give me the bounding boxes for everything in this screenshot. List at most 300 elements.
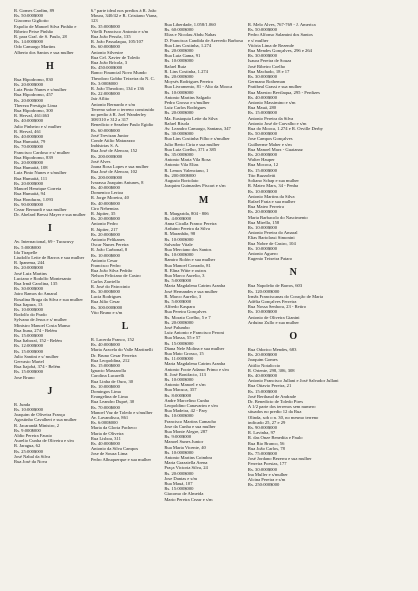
directory-entry: Rua Luiz Gama, 91 (164, 53, 201, 59)
directory-entry: Rs. 11:000$000 (164, 356, 194, 362)
directory-entry: Rua Hipodromo, 457 (14, 92, 53, 98)
directory-entry: Rs. 10:000$000 (164, 377, 194, 382)
directory-entry: Rs. 40:000$000 (90, 342, 120, 348)
column-4 (248, 8, 339, 587)
directory-entry: Rs. 15:000$000 (14, 348, 44, 354)
directory-entry: Rs. 10:000$000 (164, 89, 194, 95)
directory-entry: Walter Hauper (247, 157, 275, 163)
directory-entry: Domingos Lima (90, 389, 121, 395)
directory-entry: Rua Humaitá, 108 (14, 165, 48, 171)
directory-entry: Rua Mauá, 280 (247, 105, 277, 111)
directory-entry: Rua Ottavio Pereira, 21 (247, 383, 292, 389)
directory-entry: Rs. 8:000$000 (164, 392, 192, 398)
directory-entry: Pedro Grosso e s/mulher (164, 100, 210, 106)
directory-entry: Thereza Prestigio Lima (14, 102, 58, 108)
directory-entry: R. João Theodoro, 134 e 136 (90, 86, 144, 92)
directory-entry: R. José Bonifacio, 113 (164, 371, 206, 377)
directory-entry: Pedro Albuquerque e sua mulher (90, 456, 152, 462)
directory-entry: Ribeiro Peixe Pinhão (14, 28, 54, 34)
directory-entry: Oscar Nunes Pereira (90, 242, 129, 248)
directory-entry: Rs. 10:000$000 (14, 306, 44, 312)
directory-entry: Rua João Pessôa, 135 (90, 34, 131, 40)
directory-entry: Luciano e Rodolfo Montesanto (14, 275, 72, 281)
directory-entry: Rs. 20:000$000 (90, 231, 120, 237)
directory-entry: Rua Manoel Conrado, 81 (164, 262, 211, 268)
directory-entry: Rs. 9:000$000 (14, 427, 41, 433)
directory-entry: Rua Madeira, 42 - Pary (164, 408, 208, 414)
directory-entry: Antonio Massimino e s/m (247, 100, 296, 106)
directory-entry: D. Francisca Candida de Azevedo Barbosa (164, 37, 243, 43)
directory-entry: R. Jaragua, 62 (14, 443, 41, 449)
directory-entry: Rs. 200:000$000 (90, 153, 123, 159)
directory-entry: Rs. 20:000$000 (164, 74, 194, 80)
directory-entry: Rua Merciano dos Santos (164, 246, 212, 252)
directory-entry: Rs. 50:000$000 (247, 131, 278, 137)
directory-entry: Rs. 20:000$000 (164, 110, 194, 116)
directory-entry: Rs. 20:000$000 (14, 180, 44, 186)
directory-entry: Rs. 35:000$000 (164, 152, 194, 158)
directory-entry: Terreno sobre o terreno construido (90, 106, 155, 112)
directory-entry: Joaquim Gomes (247, 357, 278, 363)
directory-entry: Maria Magdalena Catrim Aranha (164, 283, 226, 289)
directory-entry: Rs. 20:000$000 (14, 97, 44, 103)
directory-entry: R. Lins Costinha, 1.274 (164, 68, 208, 74)
directory-entry: Rafael Ruiz (164, 63, 187, 69)
directory-entry: Alfredo Kaspara (164, 304, 195, 310)
directory-entry: Theodoro Gobbo Teixeira da N. C. (90, 75, 155, 81)
directory-entry: Antonio Bernardo e s/m (90, 101, 136, 107)
column-3 (164, 8, 243, 587)
directory-entry: Rs. 15:000$000 (14, 332, 44, 338)
section-letter: N (289, 267, 297, 279)
directory-entry: Arduino Zullo e sua mulher (247, 319, 299, 325)
directory-entry: Antonio José de Carvalho e s/m (247, 120, 307, 126)
directory-entry: Jairo Ramos do Amaral (14, 291, 58, 297)
directory-entry: Rs. 5:000$000 (14, 244, 41, 250)
directory-entry: R. Júpiter, 217 (90, 226, 118, 232)
directory-entry: Rs. 250:000$000 (247, 482, 280, 488)
directory-entry: Antonio Vila Elias (164, 162, 199, 168)
directory-entry: Rua Leandro Dupré, 30 (90, 399, 135, 405)
directory-entry: Dr. Benedicto de Toledo Pires (247, 399, 303, 404)
directory-entry: Rs. 20:000$000 (164, 48, 194, 54)
directory-entry: Rs. 20:000$000 (164, 319, 194, 325)
directory-entry: Manoel Sunes Junior (164, 439, 204, 445)
section-letter: J (47, 385, 53, 397)
directory-entry: Rs. 40:000$000 (90, 184, 120, 190)
directory-entry: Luiz Pinto Nunes e s/mulher (14, 87, 67, 93)
directory-entry: R. Margarida, 804 - 806 (164, 210, 209, 216)
directory-entry: Attilio Notaliccio (247, 362, 281, 368)
directory-entry: Jose Bruno (14, 374, 35, 380)
directory-entry: Rua Marco Aurelio, 3 (164, 272, 205, 278)
directory-entry: Rs. 10:000$000 (164, 58, 194, 64)
directory-entry: Rs. 450:000$000 (90, 65, 123, 71)
directory-entry: Rs. 14:000$000 (14, 39, 44, 45)
directory-entry: Antonio da Silva Campos (90, 446, 139, 452)
directory-entry: Rs. 40:000$000 (90, 441, 120, 447)
directory-entry: Rua Mato Grosso, 15 (164, 350, 204, 356)
directory-entry: R. para Graf. de S. Paulo, 28 (14, 34, 67, 40)
directory-entry: R. João Passalaqua, 105/107 (90, 39, 144, 45)
directory-entry: Germano Rotheman (247, 79, 286, 85)
directory-entry: Rua Maria Vicente, 40 (164, 444, 206, 450)
directory-entry: R. Júpiter, 35 (90, 210, 116, 216)
directory-entry: R. Oriente, 298, 306, 308 (247, 367, 295, 373)
directory-entry: R. Junda (14, 401, 31, 407)
directory-entry: Luiz Pinto Nunes e s/mulher (14, 170, 67, 176)
directory-entry: R. Lemos Valenciano, 1 (164, 167, 209, 173)
directory-entry: Rua Nobre de Castro, 104 (247, 240, 296, 246)
directory-entry: Rua Lins Costinha, 1.274 (164, 42, 212, 48)
directory-entry: Rs. 20:000$000 (247, 352, 278, 358)
directory-entry: Julio Santini e s/ mulher (14, 353, 59, 359)
directory-entry: Maria Barbacolo do Nascimento (247, 214, 308, 220)
directory-entry: Adélia Gonçalves Ferreira (247, 298, 297, 304)
directory-entry: indicado 25, 27 e 29 (247, 419, 286, 425)
directory-entry: Rs. 70:000$000 (14, 144, 44, 150)
directory-entry: Ministro Manoel Costa Manso (14, 322, 71, 328)
directory-entry: Espolio de Manoel Silva Pinhão e (14, 23, 77, 29)
directory-entry: Liudolfo Leite de Barros e sua mulher (14, 254, 85, 260)
directory-entry: Dr. Abelard Bressi Mayer e sua mulher (14, 212, 86, 218)
directory-entry: Rs. 30:000$000 (247, 53, 278, 59)
directory-entry: Lucia Rodrigues (90, 294, 122, 300)
directory-entry: Rs. 120:000$000 (247, 288, 280, 294)
directory-entry: R. Melo Alves, 767-769 - J. America (247, 22, 316, 27)
directory-entry: Rs. 10:000$000 (90, 383, 120, 389)
directory-entry: e s/ mulher (247, 37, 269, 43)
directory-entry: Ivarassa Joaquim Antunes, 8 (90, 179, 144, 185)
directory-entry: 123 (90, 18, 98, 24)
directory-entry: Leopoldino Canavarim e s/m (164, 403, 218, 409)
directory-entry: Antonio Aguero (247, 250, 278, 256)
directory-entry: José Luiz Martins (14, 270, 47, 276)
directory-entry: Rua João Silva Pedrão (90, 268, 133, 274)
directory-entry: Ramiro Rolón e sua mulher (164, 257, 216, 263)
directory-entry: Rs. 10:000$000 (247, 188, 278, 194)
directory-entry: Rua Livramento, 81 - Alto da Mooca (164, 84, 233, 90)
directory-entry: Rs. 10:000$000 (164, 236, 194, 242)
directory-entry: R. Ipanema, 244 (14, 260, 45, 266)
directory-entry: Joana Rosa Lopes e sua mulher (90, 164, 149, 170)
directory-entry: Antonio Manoel e s/m (164, 382, 206, 388)
column-1 (14, 8, 86, 587)
directory-entry: Rua Leopoldina, 212 (90, 357, 130, 363)
directory-entry: R. João Carbonal, 8 (90, 247, 128, 253)
directory-entry: 308/310 e 312 a 317 (90, 117, 129, 123)
directory-entry: Rua José da Nova (14, 459, 48, 465)
directory-entry: A 1/2 parte dos terrenos sem numero (247, 404, 316, 410)
directory-entry: Ina Muller e s/mulher (247, 471, 288, 477)
directory-entry: Moysés Rodrigues Pereira (164, 79, 213, 85)
directory-entry: José Trevizan Junior (90, 132, 129, 138)
directory-entry: Rs. 15:000$000 (247, 167, 278, 173)
directory-entry: Antonio Silvestre (90, 49, 124, 55)
column-2 (91, 8, 160, 587)
directory-entry: Odo Camargo Martins (14, 44, 56, 50)
directory-entry: Joaquim de Oliveira França (14, 412, 65, 418)
directory-entry: R. Jorge Moreira, 40 (90, 195, 129, 201)
directory-entry: Jose Dantas e s/m (164, 475, 198, 481)
directory-entry: Rua Manoel Marx - Guaianaz (247, 146, 303, 152)
section-letter: I (47, 223, 52, 235)
directory-entry: Antonio de Oliveira Gianini (247, 314, 300, 320)
directory-entry: Jose da Cunha e sua mulher (164, 423, 216, 429)
directory-entry: Rua Humaitá, 79 (14, 139, 46, 145)
directory-entry: Agostinho Cavalheri e sua mulher (14, 417, 77, 423)
directory-entry: Antonio Martins Coimbra (164, 455, 213, 461)
directory-entry: Rs. 5:000$000 (164, 278, 192, 284)
directory-entry: Rs. 20:000$000 (14, 160, 44, 166)
directory-entry: Rua Humaitá, 94 (14, 191, 46, 197)
directory-entry: Aurelio Cunha de Oliveira e s/m (14, 438, 74, 444)
directory-entry: Augusto Bortolato (164, 178, 199, 184)
directory-entry: situados no predio 12 da Rua (247, 409, 302, 415)
directory-entry: Rs. 15:000$000 (247, 388, 278, 394)
directory-entry: Arduino Pereira da Silva (164, 226, 210, 232)
directory-entry: Rs. Morato Coelho, 5 e 7 (164, 314, 211, 320)
directory-entry: Maria de Oliveira (90, 430, 124, 436)
directory-entry: Diana Nele Molina e sua mulher (164, 345, 225, 351)
directory-entry: Rs. 3:000$000 (90, 80, 118, 86)
directory-entry: Antonio Maria Vila Rosa (164, 157, 211, 163)
directory-entry: Rs. 6:000$000 (90, 420, 118, 426)
directory-entry: Eugenio Teixeira Pataro (247, 256, 293, 262)
directory-entry: R. Lavinha, 97 (247, 430, 276, 436)
directory-entry: Rs. 10:000$000 (14, 407, 44, 412)
directory-entry: Rs. 10:000$000 (247, 245, 278, 251)
directory-entry: Rs. 90:000$000 (247, 425, 278, 431)
directory-entry: Rua João Carlos, 78 (247, 445, 285, 451)
directory-entry: Rs. 60:000$000 (90, 44, 120, 50)
directory-entry: José Berthaud de Andrade (247, 393, 296, 399)
directory-entry: Rua Mirella, 158 (247, 219, 280, 225)
directory-entry: Giacomo Gigliotto (14, 18, 49, 24)
directory-entry: Rs. 10:000$000 (164, 413, 194, 419)
directory-entry: Rs. 20:000$000 (90, 216, 120, 222)
directory-entry: Rs. 20:000$000 (247, 209, 278, 215)
directory-entry: Antonio Foote Adamo Primo e s/m (164, 366, 229, 372)
directory-entry: Ferreira Poesias, 177 (247, 461, 287, 467)
directory-entry: Rua Cel. Xavier de Toledo (90, 54, 140, 60)
directory-entry: Ma. Eustaquia Leite da Silva (164, 115, 218, 121)
directory-entry: Francisco Martins Camacho (164, 418, 217, 424)
section-letter: H (46, 60, 54, 72)
directory-entry: Rs. 20:000$000 (14, 265, 44, 271)
directory-entry: Rafael Risola (164, 120, 190, 126)
directory-entry: Antonio Francisco Jullani e José Salvador Jullani (247, 378, 339, 384)
directory-entry: Elias e Nicolau Abdu Nahas (164, 32, 217, 38)
directory-entry: Rua Linha de Ouro, 30 (90, 378, 134, 384)
directory-entry: Gervasio Martel (14, 358, 44, 364)
directory-entry: Rua Maestro Bevilaqua, 295 - Perdizes (247, 89, 320, 95)
directory-entry: Rs. 10:000$000 (247, 309, 278, 315)
directory-entry: Rua Rio Branco, 56 (247, 440, 285, 446)
directory-entry: José Jordano Bezerra e sua mulher (247, 456, 312, 462)
directory-entry: Rs. 40:000$000 (247, 372, 278, 378)
directory-entry: Anna Cicalla Franco Pereira (164, 220, 217, 226)
directory-entry: Rua Macuca, 357 (164, 387, 197, 393)
directory-entry: R. Jacarandá Ministro, 2 (14, 422, 60, 428)
directory-entry: Rua João Brícola, 3 (90, 60, 128, 66)
directory-entry: R. Herval, 461 (14, 128, 42, 134)
directory-entry: Rs. 20:000$000 (247, 152, 278, 158)
directory-entry: Rs. 30:000$000 (247, 74, 278, 80)
directory-entry: Rs. 25:000$000 (14, 448, 44, 454)
directory-entry: Antonio Pereira do Amaral (247, 230, 298, 236)
directory-entry: Rs. 30:000$000 (14, 286, 44, 292)
directory-entry: Rs. 30:000$000 (247, 466, 278, 472)
directory-entry: R. das Onze Benedita e Paulo (247, 435, 303, 441)
directory-entry: Dr. Bruno Cesar Ferreira (90, 352, 137, 358)
directory-entry: Av. Internacional, 69 - Tucuruvy (14, 239, 74, 245)
directory-entry: Tito Buzzoletti (247, 172, 276, 178)
directory-entry: Aldio Pereira Fausto (14, 433, 53, 439)
directory-entry: Vitória Lima de Rezende (247, 42, 294, 48)
directory-entry: Rua Luiz Coelho, 371 a 385 (164, 146, 217, 152)
directory-entry: Rs. 9:000$000 (164, 434, 192, 440)
directory-entry: Luiz Antonio e Francisco Peroni (164, 330, 225, 336)
directory-entry: Rs. 20:000$000 (164, 470, 194, 476)
directory-entry: R. José do Patrocinio (90, 283, 130, 289)
directory-entry: Evangelina de Lima (90, 394, 128, 400)
directory-entry: R. Elina Witte e outros (164, 267, 207, 273)
directory-entry: Mario Pereira Cezar e s/m (164, 496, 213, 502)
directory-entry: Vitelli Francisco Antonio e s/m (90, 28, 149, 34)
directory-entry: Rua Lisboa, 311 (90, 435, 121, 441)
directory-entry: Manoel Henrique Correia (14, 186, 62, 192)
directory-entry: Jair Aflito (90, 96, 110, 102)
section-letter: O (289, 330, 298, 342)
directory-entry: 6.º parte ideal nos predios à R. João (90, 8, 157, 13)
directory-entry: Antonio Martins da Silva (247, 193, 295, 199)
directory-entry: Rua Nossa Senhora, 23 - Retiro (247, 304, 307, 310)
directory-entry: Rs. 40:000$000 (247, 94, 278, 100)
directory-entry: Rs. 10:000$000 (90, 252, 120, 258)
directory-entry: Francisco Cardoso e s/ mulher (14, 149, 70, 155)
directory-entry: R. Maranhão, 98 (164, 231, 196, 237)
directory-entry: Rua Lins Costinha Filho e s/mulher (164, 136, 230, 142)
directory-entry: José Alves (90, 158, 111, 164)
directory-entry: R. Gomes Cardim, 89 (14, 8, 55, 13)
directory-entry: Rs. 15:000$000 (247, 110, 278, 116)
directory-entry: Rs. 50:000$000 (14, 13, 44, 19)
directory-entry: Antonio Pedro (90, 221, 118, 227)
directory-entry: Maria Grazziella Arena (164, 460, 208, 466)
section-letter: L (121, 320, 129, 332)
directory-entry: Rua do Mooca, 1.274 e R. Orville Derby (247, 126, 323, 132)
directory-entry: Rs. 12:000$000 (14, 343, 44, 349)
directory-entry: Rs. 10:000$000 (247, 224, 278, 230)
directory-entry: Irmãs Franciscanas do Coração de Maria (247, 293, 324, 299)
directory-entry: Rua Itapura, 13 (14, 301, 43, 307)
directory-entry: Luiz Carlos Rodrigues (164, 105, 206, 111)
directory-entry: Rs. 40:000$000 (90, 200, 120, 206)
directory-entry: Jose Campos Gonçalves (247, 136, 293, 142)
directory-entry: José Palumbo (164, 324, 190, 330)
directory-entry: Manoel Vaz de Toledo e s/mulher (90, 409, 153, 415)
directory-entry: Maria Aracela do Valle Martinelli (90, 347, 153, 353)
directory-entry: Rua José de Alencar, 152 (90, 148, 138, 154)
directory-entry: Rosalina Braga da Silva e sua mulher (14, 296, 83, 302)
directory-entry: Ida Tirapelle (14, 249, 38, 255)
directory-entry: Rs. 60:000$000 (164, 27, 194, 33)
directory-entry: Rua Massa, 55 e 57 (164, 335, 201, 341)
directory-entry: R. Herval, 461/463 (14, 113, 50, 119)
directory-entry: Av. Lavandisca, 861 (90, 415, 129, 421)
directory-entry: Moura, 340/42 e R. Cristiano Viana, (90, 13, 158, 19)
directory-entry: Alcina Pereira e s/m (247, 477, 286, 483)
directory-entry: Alberto dos Santos e sua mulher (14, 49, 74, 55)
directory-entry: Rua Napoleão de Barros, 603 (247, 283, 303, 289)
directory-entry: Rua Irmã Carolina, 135 (14, 280, 58, 286)
directory-entry: José Ribeiro Coelho (247, 63, 286, 69)
directory-entry: Rs. 15:000$000 (14, 369, 44, 375)
directory-entry: Indústrias S. A. (90, 143, 120, 149)
directory-entry: Rs. 50:000$000 (247, 27, 278, 33)
directory-entry: Conde Atilio Matarazzo (90, 138, 135, 144)
directory-entry: Domenico Lerioa (90, 190, 124, 196)
directory-entry: Carolina Lucarelli (90, 373, 125, 379)
directory-entry: Rua Machado, 18 e 17 (247, 68, 290, 74)
directory-entry: Rs. 90:000$000 (14, 201, 44, 207)
directory-entry: Carlos Zarriello (90, 278, 121, 284)
directory-entry: Rs. 30:000$000 (164, 131, 194, 137)
directory-entry: Rua Pereira Gonçalves (164, 309, 207, 315)
directory-entry: Rs. 75:000$000 (247, 451, 278, 457)
directory-entry: Rua Ituna, 274 - Belém (14, 327, 57, 333)
directory-entry: Rs. 300:000$000 (90, 304, 123, 310)
directory-entry: Rs. 15:000$000 (164, 340, 194, 346)
directory-entry: Rua Mauá, 107 (164, 481, 193, 487)
directory-entry: Maria da Gloria Pacheco (90, 425, 137, 431)
directory-entry: Rua Júlio Cesar (90, 299, 120, 305)
directory-entry: Maria Magdalena Catrim Aranha (164, 361, 226, 367)
directory-entry: R. Marco Aurelio, 3 (164, 293, 202, 299)
directory-entry: Rua Mococa, 12 (247, 162, 279, 168)
directory-entry: Rua Humaitá, 111 (14, 175, 48, 181)
directory-entry: Julio Pinheiro e s/ mulher (14, 123, 62, 129)
directory-entry: R. Lacerda Franco, 152 (90, 336, 135, 342)
directory-entry: Julio Berto Ciria e sua mulher (164, 141, 220, 147)
directory-entry: Nelson Feliciano de Castro (90, 273, 141, 279)
directory-entry: Rua Hipodromo, 300 (14, 108, 53, 114)
directory-entry: Rs. 15:000$000 (90, 363, 120, 368)
directory-entry: Rs. 20:000$000 (14, 82, 44, 88)
directory-entry: Salvador Vitale (164, 241, 193, 247)
directory-entry: Rs. 22:000$000 (90, 91, 120, 97)
directory-entry: Andre Marcelino Cunha (164, 397, 209, 403)
directory-entry: José Nabal da Silva (14, 453, 51, 459)
directory-entry: Elias Bartolassi Simonini (247, 235, 295, 241)
directory-entry: Jose de Souza Lima (90, 451, 128, 457)
directory-entry: Antonio Pelikanes (90, 236, 125, 242)
directory-entry: Rua Itajobá, 374 - Belém (14, 364, 61, 370)
directory-entry: Ignacio Massarolla (90, 368, 126, 374)
directory-entry: Antonio Cesar (90, 257, 118, 263)
directory-entry: Banco Financial Novo Mundo (90, 70, 147, 76)
directory-entry: Isaura Pereira de Souza (247, 58, 292, 64)
directory-entry: Av. Leandro Camargo, Santana, 347 (164, 126, 231, 132)
directory-entry: Rs. 10:000$000 (164, 252, 194, 258)
directory-entry: Rs. 60:000$000 (90, 127, 120, 133)
directory-entry: Olinda, sob o n. 30, no mesmo terreno (247, 414, 319, 420)
directory-entry: Rs. 40:000$000 (14, 118, 44, 124)
directory-entry: Rua Mateo Ferreira (247, 204, 284, 210)
directory-entry: Guilherme Maher e s/m (247, 141, 292, 147)
directory-entry: Rua José de Alencar, 102 (90, 169, 138, 175)
